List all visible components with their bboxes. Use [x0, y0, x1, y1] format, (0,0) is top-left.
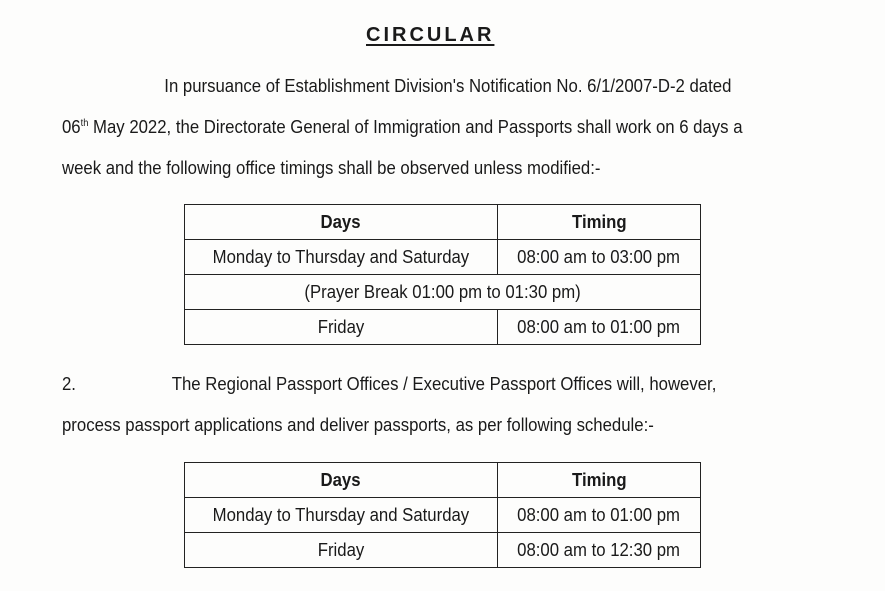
office-timings-table: [184, 204, 701, 345]
paragraph-1-line-3: week and the following office timings shall be observed unless modified:-: [62, 158, 601, 178]
paragraph-1-line-2-text: May 2022, the Directorate General of Immigration and Passports shall work on 6 days a: [88, 117, 743, 137]
header-timing: Timing: [498, 205, 701, 240]
paragraph-2-line-2: process passport applications and deliver passports, as per following schedule:-: [62, 415, 654, 435]
passport-schedule-table: [184, 462, 701, 568]
table-row: [185, 533, 701, 568]
paragraph-2: [62, 364, 787, 446]
table-row: [185, 310, 701, 345]
table-header-row: [185, 463, 701, 498]
row-days-cell: Friday: [185, 310, 498, 345]
table-header-row: [185, 205, 701, 240]
row-days-cell: Friday: [185, 533, 498, 568]
prayer-break-note: (Prayer Break 01:00 pm to 01:30 pm): [185, 275, 701, 310]
header-timing: Timing: [498, 463, 701, 498]
paragraph-1: [62, 66, 787, 189]
table-row: [185, 498, 701, 533]
paragraph-number: 2.: [62, 374, 76, 394]
document-title: CIRCULAR: [366, 24, 495, 46]
paragraph-1-line-1: [62, 66, 787, 107]
table-note-row: [185, 275, 701, 310]
row-timing-cell: 08:00 am to 01:00 pm: [498, 310, 701, 345]
paragraph-2-line-1-text: The Regional Passport Offices / Executive Passport Offices will, however,: [171, 374, 717, 394]
paragraph-1-line-2: [62, 107, 787, 148]
header-days: Days: [185, 205, 498, 240]
table-row: [185, 240, 701, 275]
date-ordinal-suffix: th: [80, 118, 89, 129]
date-day: 06: [62, 117, 81, 137]
paragraph-1-line-1-text: In pursuance of Establishment Division's Notification No. 6/1/2007-D-2 dated: [164, 76, 732, 96]
header-days: Days: [185, 463, 498, 498]
row-timing-cell: 08:00 am to 01:00 pm: [498, 498, 701, 533]
row-days-cell: Monday to Thursday and Saturday: [185, 240, 498, 275]
row-timing-cell: 08:00 am to 12:30 pm: [498, 533, 701, 568]
paragraph-2-line-1: [62, 364, 787, 405]
row-days-cell: Monday to Thursday and Saturday: [185, 498, 498, 533]
row-timing-cell: 08:00 am to 03:00 pm: [498, 240, 701, 275]
